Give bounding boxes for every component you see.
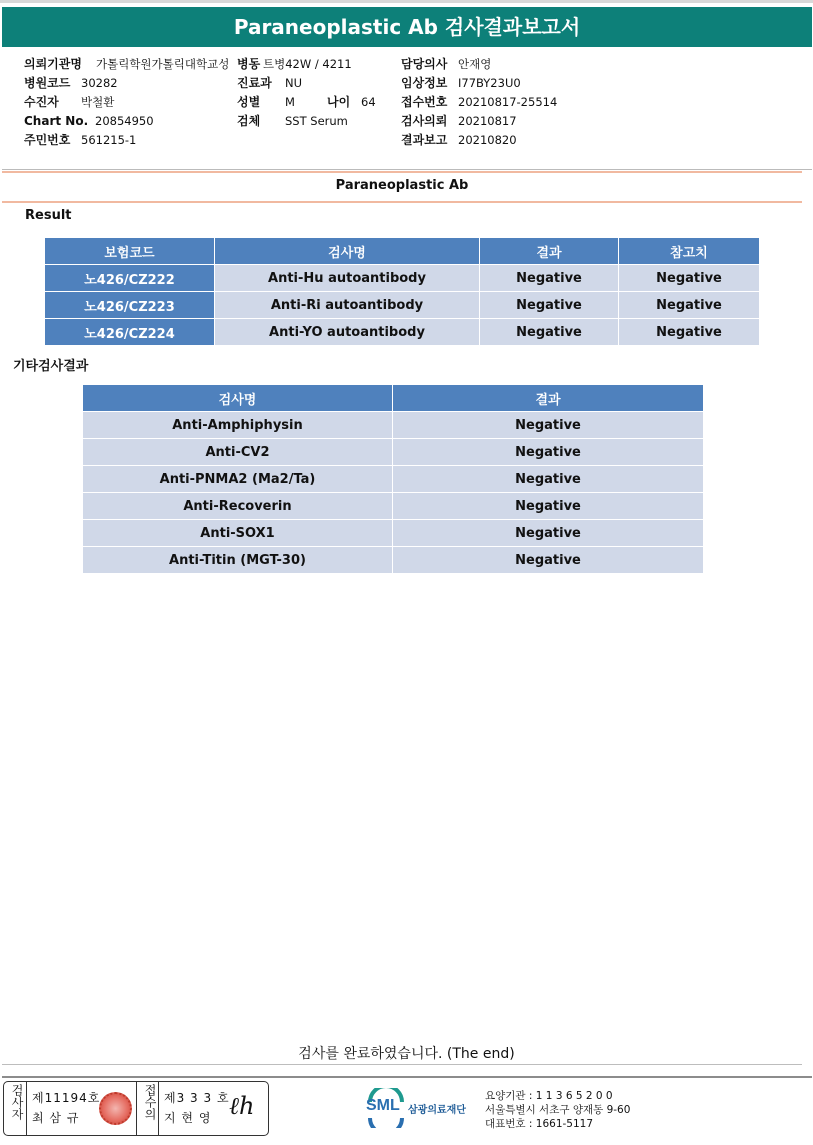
insurance-code: 노426/CZ223	[45, 292, 215, 319]
column-header: 결과	[480, 238, 619, 265]
info-value: 20210820	[458, 133, 517, 147]
column-header: 참고치	[619, 238, 760, 265]
test-name: Anti-Recoverin	[83, 493, 393, 520]
table-row	[45, 265, 760, 292]
org-line: 대표번호 : 1661-5117	[485, 1118, 594, 1130]
test-name: Anti-CV2	[83, 439, 393, 466]
info-value: 561215-1	[81, 133, 137, 147]
top-rule	[0, 0, 813, 3]
divider	[2, 1064, 802, 1065]
approver-license-no: 제3 3 3 호	[164, 1091, 230, 1105]
info-column-1	[24, 55, 229, 150]
sml-logo	[366, 1088, 481, 1128]
info-value: 20210817	[458, 114, 517, 128]
info-label: 주민번호	[24, 133, 71, 147]
info-label: 나이	[327, 95, 351, 109]
table-header-row	[45, 238, 760, 265]
table-row	[83, 439, 704, 466]
info-label: 성별	[237, 95, 261, 109]
info-value: M	[285, 95, 295, 109]
info-value: 가톨릭학원가톨릭대학교성	[96, 57, 230, 71]
other-results-label: 기타검사결과	[13, 359, 89, 374]
signature-box	[3, 1081, 269, 1136]
divider	[2, 169, 812, 170]
test-result: Negative	[393, 547, 704, 574]
info-column-3	[401, 55, 557, 150]
org-line: 서울특별시 서초구 양재동 9-60	[485, 1104, 631, 1116]
test-name: Anti-Titin (MGT-30)	[83, 547, 393, 574]
info-row	[24, 74, 229, 93]
info-value: 트병42W / 4211	[263, 57, 352, 71]
other-results-table	[82, 384, 704, 574]
divider	[2, 1076, 812, 1078]
info-row	[237, 55, 376, 74]
examiner-label: 검사자	[10, 1084, 24, 1120]
info-value: SST Serum	[285, 114, 348, 128]
test-name: Anti-YO autoantibody	[215, 319, 480, 346]
table-row	[83, 412, 704, 439]
approver-label: 접수의	[143, 1084, 157, 1120]
divider	[136, 1082, 137, 1135]
organization-info	[485, 1089, 630, 1131]
info-value: 20210817-25514	[458, 95, 558, 109]
info-value: I77BY23U0	[458, 76, 521, 90]
section-title: Paraneoplastic Ab	[335, 178, 469, 193]
info-label: 병동	[237, 57, 261, 71]
insurance-code: 노426/CZ222	[45, 265, 215, 292]
table-row	[45, 292, 760, 319]
info-value: 64	[361, 95, 376, 109]
info-label: Chart No.	[24, 114, 89, 128]
insurance-code: 노426/CZ224	[45, 319, 215, 346]
column-header: 결과	[393, 385, 704, 412]
table-row	[83, 493, 704, 520]
reference-value: Negative	[619, 265, 760, 292]
info-row	[24, 93, 229, 112]
test-result: Negative	[393, 412, 704, 439]
end-of-report-text: 검사를 완료하였습니다. (The end)	[298, 1046, 515, 1062]
divider	[26, 1082, 27, 1135]
logo-text: SML	[366, 1097, 400, 1114]
info-label: 담당의사	[401, 57, 448, 71]
test-name: Anti-Hu autoantibody	[215, 265, 480, 292]
info-value: NU	[285, 76, 303, 90]
report-title: Paraneoplastic Ab 검사결과보고서	[2, 7, 812, 47]
test-name: Anti-SOX1	[83, 520, 393, 547]
test-result: Negative	[393, 520, 704, 547]
approver-name: 지 현 영	[164, 1111, 212, 1125]
info-row	[237, 112, 376, 131]
info-label: 접수번호	[401, 95, 448, 109]
info-value: 30282	[81, 76, 118, 90]
info-value: 안재영	[458, 57, 492, 71]
test-result: Negative	[480, 292, 619, 319]
official-seal-icon	[99, 1092, 132, 1125]
table-row	[83, 520, 704, 547]
info-label: 임상정보	[401, 76, 448, 90]
test-name: Anti-PNMA2 (Ma2/Ta)	[83, 466, 393, 493]
reference-value: Negative	[619, 292, 760, 319]
table-header-row	[83, 385, 704, 412]
result-table	[44, 237, 760, 346]
examiner-license-no: 제11194호	[32, 1091, 101, 1105]
divider	[2, 201, 802, 203]
test-result: Negative	[480, 319, 619, 346]
test-result: Negative	[393, 466, 704, 493]
logo-subtitle: 삼광의료재단	[408, 1105, 466, 1116]
test-result: Negative	[393, 439, 704, 466]
column-header: 검사명	[83, 385, 393, 412]
info-column-2	[237, 55, 376, 131]
column-header: 검사명	[215, 238, 480, 265]
info-row	[237, 74, 376, 93]
info-value: 박철환	[81, 95, 115, 109]
info-row	[401, 131, 557, 150]
table-row	[45, 319, 760, 346]
handwritten-signature-icon: ℓh	[229, 1092, 255, 1120]
info-row	[24, 55, 229, 74]
info-row	[24, 131, 229, 150]
info-row	[24, 112, 229, 131]
info-row	[401, 93, 557, 112]
org-line: 요양기관 : 1 1 3 6 5 2 0 0	[485, 1090, 613, 1102]
test-result: Negative	[393, 493, 704, 520]
examiner-name: 최 삼 규	[32, 1111, 80, 1125]
test-name: Anti-Amphiphysin	[83, 412, 393, 439]
divider	[158, 1082, 159, 1135]
info-label: 의뢰기관명	[24, 57, 82, 71]
info-label: 검체	[237, 114, 261, 128]
info-label: 수진자	[24, 95, 59, 109]
info-label: 병원코드	[24, 76, 71, 90]
info-row	[401, 112, 557, 131]
column-header: 보험코드	[45, 238, 215, 265]
table-row	[83, 547, 704, 574]
info-label: 진료과	[237, 76, 272, 90]
info-label: 결과보고	[401, 133, 448, 147]
result-label: Result	[25, 208, 72, 223]
info-row	[401, 74, 557, 93]
test-result: Negative	[480, 265, 619, 292]
info-row	[237, 93, 376, 112]
test-name: Anti-Ri autoantibody	[215, 292, 480, 319]
info-row	[401, 55, 557, 74]
info-label: 검사의뢰	[401, 114, 448, 128]
info-value: 20854950	[95, 114, 154, 128]
table-row	[83, 466, 704, 493]
reference-value: Negative	[619, 319, 760, 346]
divider	[2, 171, 802, 173]
